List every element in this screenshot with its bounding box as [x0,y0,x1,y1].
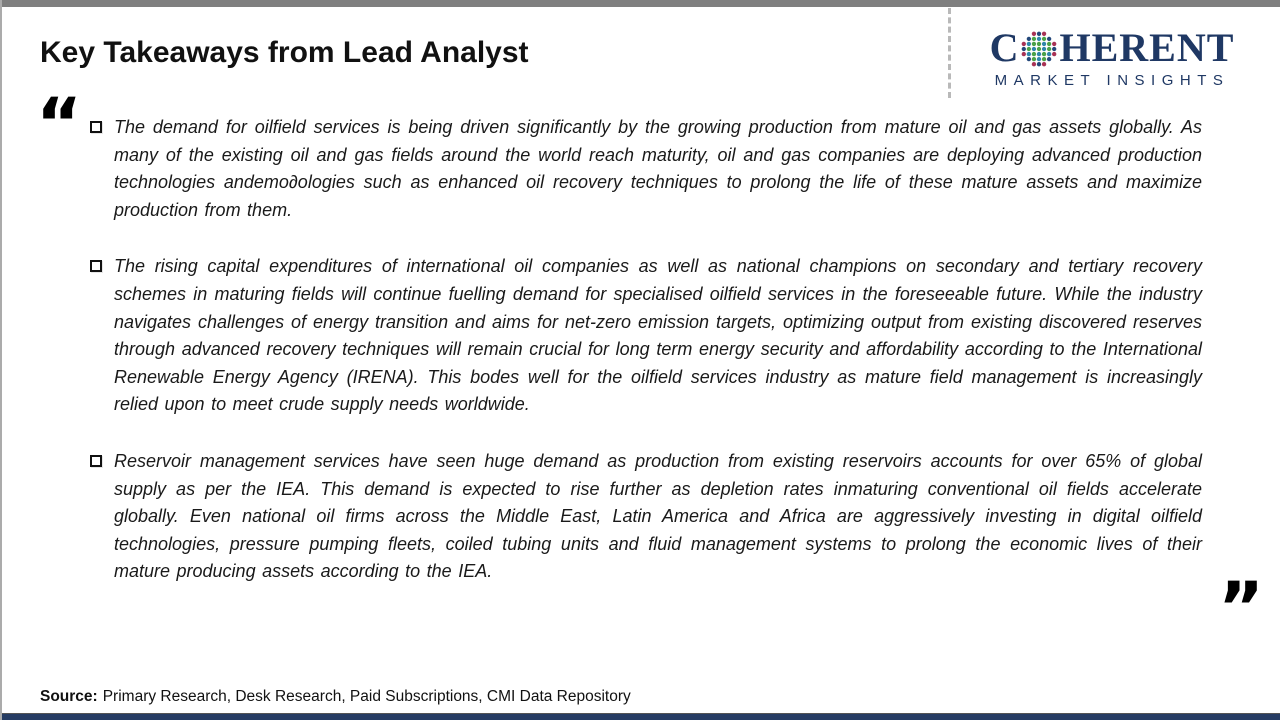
logo-divider [948,8,951,98]
brand-letters-herent: HERENT [1059,25,1235,70]
bullet-square-icon [90,121,102,133]
list-item [90,253,1202,419]
takeaway-text: Reservoir management services have seen huge demand as production from existing reservoirs accounts for over 65% of global supply as per the IEA. This demand is expected to rise further as depletion rates inmaturing conventional oil fields accelerate globally. Even national oil firms across the Middle East, Latin America and Africa are aggressively investing in digital oilfield technologies, pressure pumping fleets, coiled tubing units and fluid management systems to prolong the economic lives of their mature producing assets according to the IEA. [114,450,1202,582]
bullet-square-icon [90,260,102,272]
brand-subtitle: MARKET INSIGHTS [994,72,1230,89]
bottom-border [2,713,1280,720]
top-border [2,0,1280,7]
brand-wordmark [964,26,1260,70]
close-quote-icon: ” [1217,567,1264,649]
source-label: Source: [40,688,98,705]
takeaway-text: The demand for oilfield services is being driven significantly by the growing production from mature oil and gas assets globally. As many of the existing oil and gas fields around the world reach maturity, oil and gas companies are deploying advanced production technologies andemo∂ologies such as enhanced oil recovery techniques to prolong the life of these mature assets and maximize production from them. [114,117,1202,220]
open-quote-icon: “ [36,83,83,165]
brand-letter-c: C [989,25,1020,70]
list-item [90,448,1202,586]
bullet-square-icon [90,455,102,467]
takeaway-text: The rising capital expenditures of international oil companies as well as national champions on secondary and tertiary recovery schemes in maturing fields will continue fuelling demand for specialised oilfield services in the foreseeable future. While the industry navigates challenges of energy transition and aims for net-zero emission targets, optimizing output from existing discovered reserves through advanced recovery techniques will remain crucial for long term energy security and affordability according to the International Renewable Energy Agency (IRENA). This bodes well for the oilfield services industry as mature field management is increasingly relied upon to meet crude supply needs worldwide. [114,256,1202,415]
list-item [90,114,1202,224]
page-title: Key Takeaways from Lead Analyst [40,36,529,69]
source-line [40,688,631,706]
brand-logo [964,26,1260,89]
dotted-globe-icon [1020,30,1058,68]
takeaways-list [90,114,1202,615]
source-text: Primary Research, Desk Research, Paid Subscriptions, CMI Data Repository [102,688,631,705]
